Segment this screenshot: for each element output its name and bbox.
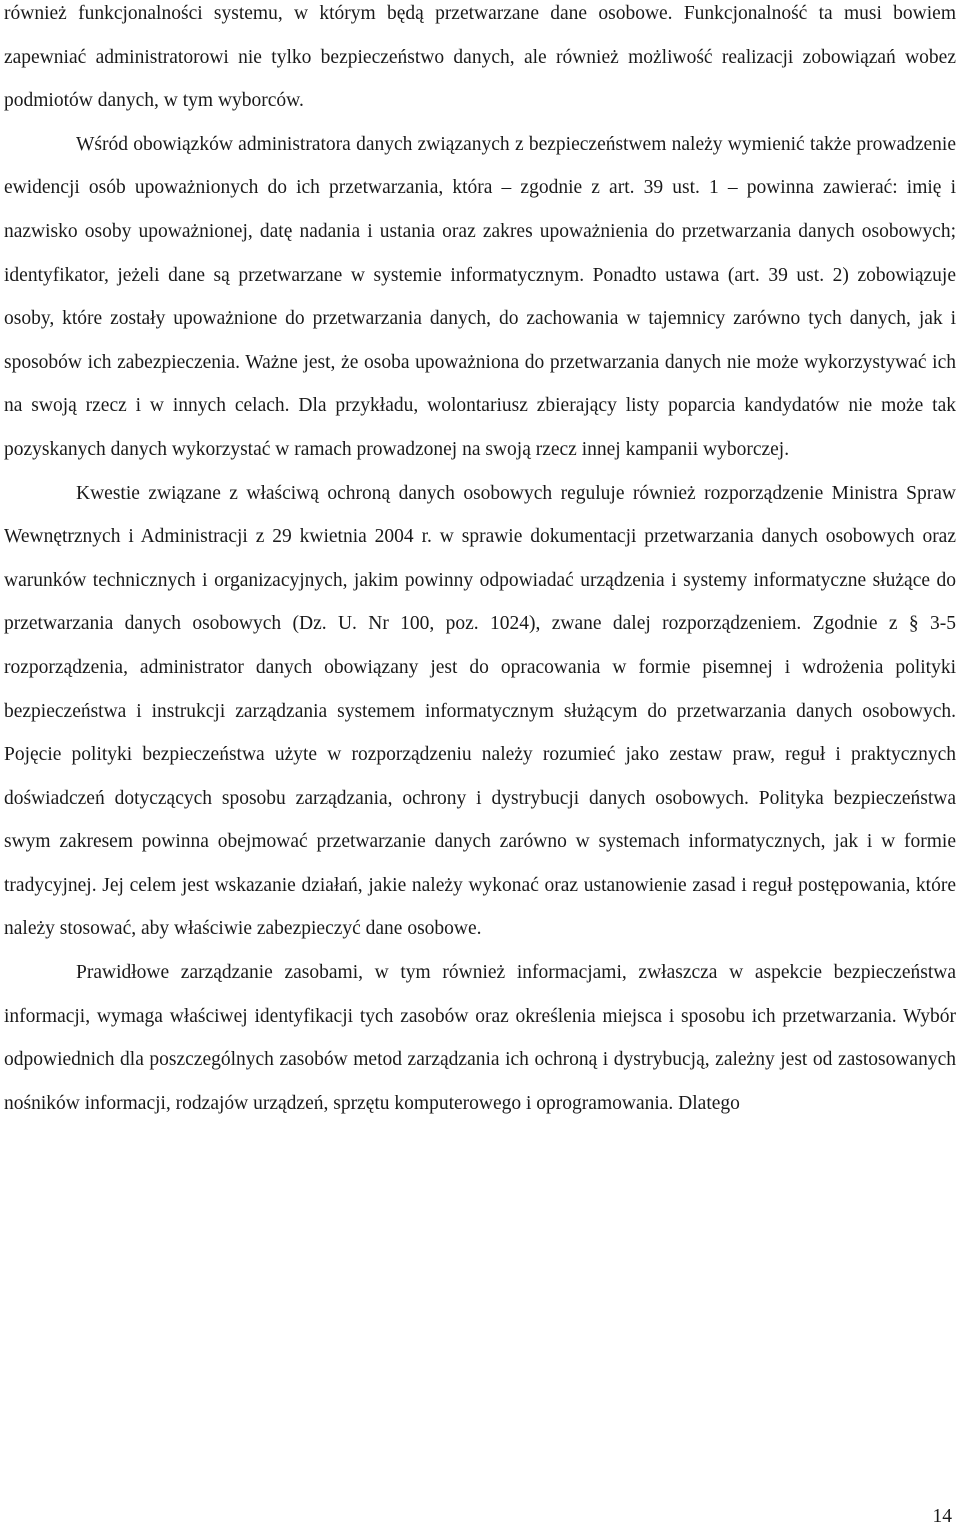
page-number: 14 [932, 1506, 952, 1527]
paragraph-administrator-duties: Wśród obowiązków administratora danych związanych z bezpieczeństwem należy wymienić także prowadzenie ewidencji osób upoważnionych do ich przetwarzania, która – zgodnie z art. 39 ust. 1 – powinna zawierać: imię i nazwisko osoby upoważnionej, datę nadania i ustania oraz zakres upoważnienia do przetwarzania danych osobowych; identyfikator, jeżeli dane są przetwarzane w systemie informatycznym. Ponadto ustawa (art. 39 ust. 2) zobowiązuje osoby, które zostały upoważnione do przetwarzania danych, do zachowania w tajemnicy zarówno tych danych, jak i sposobów ich zabezpieczenia. Ważne jest, że osoba upoważniona do przetwarzania danych nie może wykorzystywać ich na swoją rzecz i w innych celach. Dla przykładu, wolontariusz zbierający listy poparcia kandydatów nie może tak pozyskanych danych wykorzystać w ramach prowadzonej na swoją rzecz innej kampanii wyborczej. [4, 133, 956, 460]
paragraph-resource-management: Prawidłowe zarządzanie zasobami, w tym również informacjami, zwłaszcza w aspekcie bezpieczeństwa informacji, wymaga właściwej identyfikacji tych zasobów oraz określenia miejsca i sposobu ich przetwarzania. Wybór odpowiednich dla poszczególnych zasobów metod zarządzania ich ochroną i dystrybucją, zależny jest od zastosowanych nośników informacji, rodzajów urządzeń, sprzętu komputerowego i oprogramowania. Dlatego [4, 962, 956, 1114]
document-page [4, 0, 956, 1125]
paragraph-regulation: Kwestie związane z właściwą ochroną danych osobowych reguluje również rozporządzenie Ministra Spraw Wewnętrznych i Administracji z 29 kwietnia 2004 r. w sprawie dokumentacji przetwarzania danych osobowych oraz warunków technicznych i organizacyjnych, jakim powinny odpowiadać urządzenia i systemy informatyczne służące do przetwarzania danych osobowych (Dz. U. Nr 100, poz. 1024), zwane dalej rozporządzeniem. Zgodnie z § 3-5 rozporządzenia, administrator danych obowiązany jest do opracowania w formie pisemnej i wdrożenia polityki bezpieczeństwa i instrukcji zarządzania systemem informatycznym służącym do przetwarzania danych osobowych. Pojęcie polityki bezpieczeństwa użyte w rozporządzeniu należy rozumieć jako zestaw praw, reguł i praktycznych doświadczeń dotyczących sposobu zarządzania, ochrony i dystrybucji danych osobowych. Polityka bezpieczeństwa swym zakresem powinna obejmować przetwarzanie danych zarówno w systemach informatycznych, jak i w formie tradycyjnej. Jej celem jest wskazanie działań, jakie należy wykonać oraz ustanowienie zasad i reguł postępowania, które należy stosować, aby właściwie zabezpieczyć dane osobowe. [4, 482, 956, 940]
paragraph-continuation: również funkcjonalności systemu, w którym będą przetwarzane dane osobowe. Funkcjonalność ta musi bowiem zapewniać administratorowi nie tylko bezpieczeństwo danych, ale również możliwość realizacji zobowiązań wobez podmiotów danych, w tym wyborców. [4, 3, 956, 112]
